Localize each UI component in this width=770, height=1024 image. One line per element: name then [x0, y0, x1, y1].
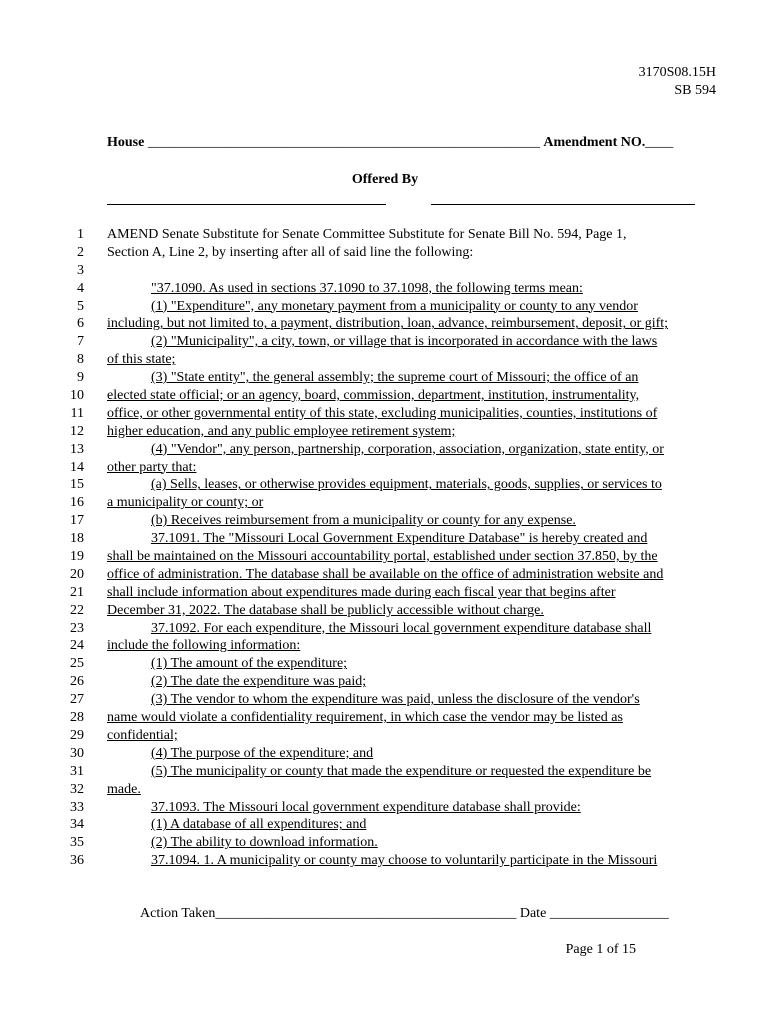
- line-number: 9: [77, 370, 84, 386]
- line-text: (3) The vendor to whom the expenditure was paid, unless the disclosure of the vendor's: [151, 692, 640, 708]
- document-line: [0, 673, 770, 691]
- line-text: including, but not limited to, a payment, distribution, loan, advance, reimbursement, deposit, or gift;: [107, 316, 669, 332]
- line-text: (1) The amount of the expenditure;: [151, 656, 348, 672]
- line-number: 3: [77, 262, 84, 278]
- document-line: [0, 405, 770, 423]
- document-line: [0, 584, 770, 602]
- line-text: Section A, Line 2, by inserting after all of said line the following:: [107, 244, 474, 260]
- document-line: [0, 262, 770, 280]
- line-number: 18: [70, 531, 84, 547]
- line-text: include the following information:: [107, 638, 301, 654]
- line-text: 37.1094. 1. A municipality or county may choose to voluntarily participate in the Missouri: [151, 853, 658, 869]
- line-text: a municipality or county; or: [107, 495, 264, 511]
- document-line: [0, 548, 770, 566]
- line-number: 25: [70, 656, 84, 672]
- line-text: (2) The date the expenditure was paid;: [151, 674, 367, 690]
- line-number: 20: [70, 566, 84, 582]
- line-number: 8: [77, 352, 84, 368]
- line-text: (2) The ability to download information.: [151, 835, 378, 851]
- line-text: (2) "Municipality", a city, town, or village that is incorporated in accordance with the laws: [151, 334, 658, 350]
- line-number: 19: [70, 549, 84, 565]
- document-line: [0, 655, 770, 673]
- line-text: higher education, and any public employee retirement system;: [107, 423, 456, 439]
- line-number: 2: [77, 244, 84, 260]
- document-line: [0, 602, 770, 620]
- document-line: [0, 816, 770, 834]
- document-line: [0, 745, 770, 763]
- line-text: "37.1090. As used in sections 37.1090 to 37.1098, the following terms mean:: [151, 280, 583, 296]
- document-line: [0, 637, 770, 655]
- house-blank: ________________________________________________________: [147, 135, 540, 150]
- line-number: 36: [70, 853, 84, 869]
- line-number: 11: [70, 405, 84, 421]
- document-line: [0, 315, 770, 333]
- line-text: (4) The purpose of the expenditure; and: [151, 745, 374, 761]
- document-line: [0, 727, 770, 745]
- document-line: [0, 709, 770, 727]
- line-number: 1: [77, 227, 84, 242]
- line-text: of this state;: [107, 352, 176, 368]
- date-blank: _________________: [549, 906, 669, 921]
- line-text: office, or other governmental entity of this state, excluding municipalities, counties, institutions of: [107, 405, 658, 421]
- line-number: 6: [77, 316, 84, 332]
- line-text: 37.1092. For each expenditure, the Missouri local government expenditure database shall: [151, 620, 652, 636]
- document-line: [0, 566, 770, 584]
- line-number: 28: [70, 710, 84, 726]
- line-number: 23: [70, 620, 84, 636]
- line-text: office of administration. The database shall be available on the office of administration website and: [107, 566, 664, 582]
- amendment-blank: ____: [645, 135, 674, 150]
- document-line: [0, 423, 770, 441]
- amendment-body: [0, 226, 770, 870]
- document-line: [0, 494, 770, 512]
- line-number: 26: [70, 674, 84, 690]
- line-number: 31: [70, 763, 84, 779]
- document-line: [0, 763, 770, 781]
- document-line: [0, 244, 770, 262]
- date-label: Date: [519, 906, 547, 921]
- document-line: [0, 834, 770, 852]
- line-text: (a) Sells, leases, or otherwise provides equipment, materials, goods, supplies, or services to: [151, 477, 662, 493]
- document-line: [0, 387, 770, 405]
- line-number: 24: [70, 638, 84, 654]
- line-text: shall be maintained on the Missouri accountability portal, established under section 37.850, by the: [107, 549, 658, 565]
- line-text: confidential;: [107, 727, 178, 743]
- document-line: [0, 620, 770, 638]
- line-number: 7: [77, 334, 84, 350]
- line-text: name would violate a confidentiality requirement, in which case the vendor may be listed as: [107, 710, 623, 726]
- line-text: (4) "Vendor", any person, partnership, corporation, association, organization, state entity, or: [151, 441, 664, 457]
- line-number: 22: [70, 602, 84, 618]
- document-line: [0, 226, 770, 244]
- line-number: 34: [70, 817, 84, 833]
- sponsor-signature-line-right: [431, 204, 695, 205]
- line-number: 33: [70, 799, 84, 815]
- line-number: 32: [70, 781, 84, 797]
- document-line: [0, 781, 770, 799]
- line-text: December 31, 2022. The database shall be publicly accessible without charge.: [107, 602, 544, 618]
- document-line: [0, 298, 770, 316]
- document-line: [0, 530, 770, 548]
- line-number: 35: [70, 835, 84, 851]
- sponsor-signature-line-left: [107, 204, 386, 205]
- document-line: [0, 333, 770, 351]
- document-line: [0, 369, 770, 387]
- amendment-label: Amendment NO.: [543, 135, 646, 150]
- house-amendment-line: [107, 135, 715, 151]
- offered-by-heading: Offered By: [351, 172, 419, 187]
- line-text: other party that:: [107, 459, 197, 475]
- bill-number: SB 594: [674, 83, 716, 98]
- page-number: Page 1 of 15: [565, 942, 636, 957]
- document-line: [0, 799, 770, 817]
- line-text: 37.1091. The "Missouri Local Government Expenditure Database" is hereby created and: [151, 531, 648, 547]
- action-taken-blank: ___________________________________________: [215, 906, 517, 921]
- document-line: [0, 512, 770, 530]
- line-number: 12: [70, 423, 84, 439]
- document-line: [0, 852, 770, 870]
- document-line: [0, 280, 770, 298]
- document-line: [0, 691, 770, 709]
- line-number: 13: [70, 441, 84, 457]
- line-text: AMEND Senate Substitute for Senate Committee Substitute for Senate Bill No. 594, Page 1,: [107, 227, 627, 242]
- line-text: (b) Receives reimbursement from a municipality or county for any expense.: [151, 513, 576, 529]
- action-taken-label: Action Taken: [140, 906, 216, 921]
- line-number: 14: [70, 459, 84, 475]
- line-number: 10: [70, 388, 84, 404]
- document-line: [0, 476, 770, 494]
- line-number: 17: [70, 513, 84, 529]
- line-text: made.: [107, 781, 141, 797]
- line-text: (1) A database of all expenditures; and: [151, 817, 367, 833]
- document-line: [0, 351, 770, 369]
- line-number: 30: [70, 745, 84, 761]
- action-taken-line: [140, 906, 669, 922]
- line-text: (1) "Expenditure", any monetary payment from a municipality or county to any vendor: [151, 298, 638, 314]
- line-number: 27: [70, 692, 84, 708]
- line-text: (5) The municipality or county that made the expenditure or requested the expenditure be: [151, 763, 652, 779]
- line-number: 21: [70, 584, 84, 600]
- bill-ref-code: 3170S08.15H: [638, 65, 716, 80]
- line-number: 16: [70, 495, 84, 511]
- line-number: 4: [77, 280, 84, 296]
- house-label: House: [107, 135, 145, 150]
- line-number: 5: [77, 298, 84, 314]
- line-number: 15: [70, 477, 84, 493]
- document-line: [0, 459, 770, 477]
- line-text: 37.1093. The Missouri local government expenditure database shall provide:: [151, 799, 581, 815]
- line-text: elected state official; or an agency, board, commission, department, institution, instrumentality,: [107, 388, 640, 404]
- bill-reference: [639, 64, 716, 100]
- document-line: [0, 441, 770, 459]
- line-text: shall include information about expenditures made during each fiscal year that begins after: [107, 584, 616, 600]
- line-number: 29: [70, 727, 84, 743]
- line-text: (3) "State entity", the general assembly; the supreme court of Missouri; the office of an: [151, 370, 639, 386]
